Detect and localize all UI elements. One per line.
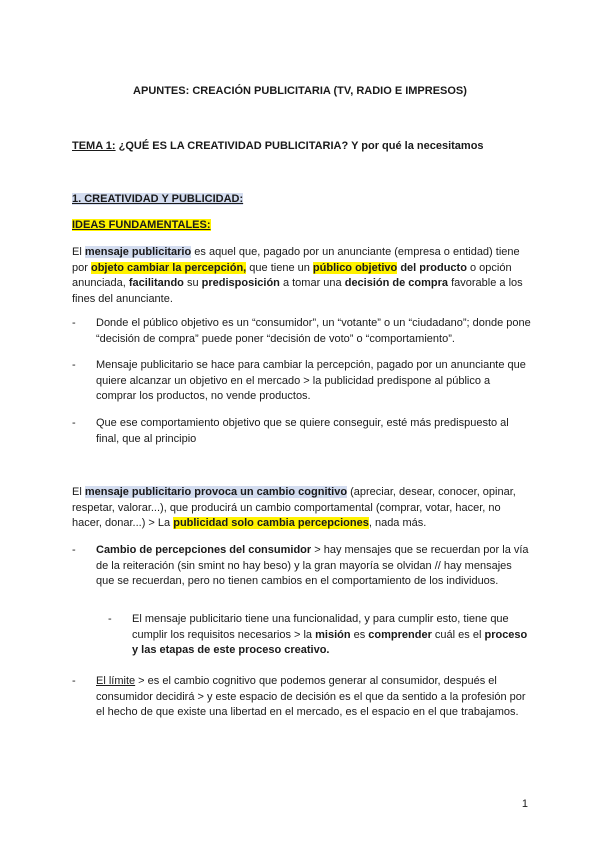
bold-term: del producto xyxy=(400,261,467,274)
text-run: > es el cambio cognitivo que podemos generar al consumidor, después el consumidor decidirá > y este espacio de decisión es el que da sentido a la profesión por el hecho de que existe una libertad en el mercado, es el espacio en el que trabajamos. xyxy=(96,675,526,718)
text-run: es xyxy=(350,628,369,641)
topic-heading xyxy=(72,139,532,155)
bold-term: predisposición xyxy=(201,277,280,289)
text-run: cuál es el xyxy=(431,628,485,641)
bold-term: facilitando xyxy=(128,277,184,289)
text-run: que tiene un xyxy=(246,261,313,274)
bold-term: Cambio de percepciones del consumidor xyxy=(96,544,312,556)
bullet-list xyxy=(72,416,532,447)
paragraph-cognitive-change xyxy=(72,485,530,532)
bullet-list xyxy=(72,316,532,347)
text-run: > hay mensajes que se recuerdan por la vía de la reiteración (sin smint no hay beso) y la gran mayoría se olvidan // hay mensajes que se recuerdan, pero no tienen cambios en el comportamiento de los individuos. xyxy=(96,544,529,587)
page-number: 1 xyxy=(521,798,528,810)
text-run: o opción anunciada, xyxy=(72,261,512,289)
sub-heading xyxy=(72,218,211,234)
text-run: , nada más. xyxy=(368,517,427,529)
list-item xyxy=(72,543,532,590)
bullet-list xyxy=(72,358,532,405)
text-run: su xyxy=(183,277,202,289)
list-item xyxy=(72,674,532,721)
text-run: favorable a los fines del anunciante. xyxy=(72,277,523,305)
section-heading-text: 1. CREATIVIDAD Y PUBLICIDAD: xyxy=(72,193,244,205)
document-title: APUNTES: CREACIÓN PUBLICITARIA (TV, RADIO E IMPRESOS) xyxy=(133,85,467,97)
highlight-term: objeto cambiar la percepción, xyxy=(90,261,247,274)
text-run: El xyxy=(72,486,85,498)
list-item: - Donde el público objetivo es un “consumidor”, un “votante” o un “ciudadano”; donde pone “decisión de compra” puede poner “decisión de voto” o “comportamiento”. xyxy=(72,316,532,347)
text-run: El xyxy=(72,246,85,258)
list-item: - Que ese comportamiento objetivo que se quiere conseguir, esté más predispuesto al final, que al principio xyxy=(72,416,532,447)
topic-label: TEMA 1: xyxy=(72,140,116,152)
text-run: a tomar una xyxy=(279,277,345,289)
bold-term: decisión de compra xyxy=(344,277,449,289)
bold-term: comprender xyxy=(368,628,432,641)
highlight-term: publicidad solo cambia percepciones xyxy=(173,517,369,529)
list-item xyxy=(108,612,532,659)
bullet-list xyxy=(72,674,532,721)
paragraph-definition xyxy=(72,245,530,307)
highlight-term: público objetivo xyxy=(312,261,398,274)
bold-term: proceso y las etapas de este proceso creativo. xyxy=(132,628,528,656)
underlined-term: El límite xyxy=(96,675,136,687)
topic-text: ¿QUÉ ES LA CREATIVIDAD PUBLICITARIA? Y por qué la necesitamos xyxy=(115,140,484,152)
bold-term: misión xyxy=(315,628,351,641)
nested-bullet-list xyxy=(108,612,532,659)
text-run: El mensaje publicitario tiene una funcionalidad, y para cumplir esto, tiene que cumplir los requisitos necesarios > la xyxy=(132,613,509,641)
highlight-term: mensaje publicitario xyxy=(84,246,192,258)
section-heading xyxy=(72,192,243,208)
sub-heading-text: IDEAS FUNDAMENTALES: xyxy=(72,219,211,231)
text-run: es aquel que, pagado por un anunciante (empresa o entidad) tiene por xyxy=(72,246,520,274)
bullet-list xyxy=(72,543,532,590)
list-item: - Mensaje publicitario se hace para cambiar la percepción, pagado por un anunciante que quiere alcanzar un objetivo en el mercado > la publicidad predispone al público a comprar los productos, no vende productos. xyxy=(72,358,532,405)
highlight-term: mensaje publicitario provoca un cambio cognitivo xyxy=(84,486,348,498)
text-run: (apreciar, desear, conocer, opinar, respetar, valorar...), que producirá un cambio comportamental (comprar, votar, hacer, no hacer, donar...) > La xyxy=(72,486,516,529)
